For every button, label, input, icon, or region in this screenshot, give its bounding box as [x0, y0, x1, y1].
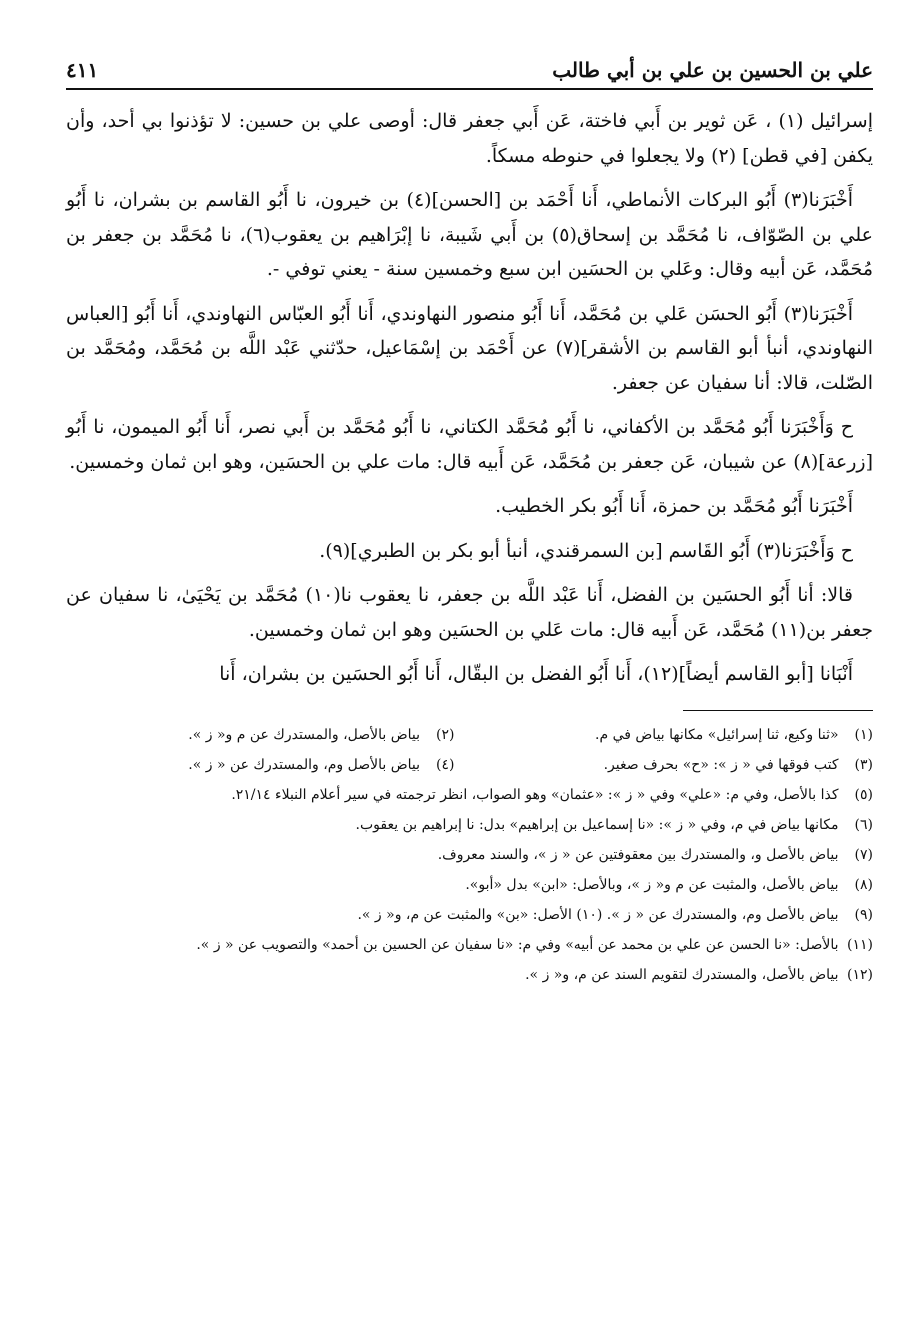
page-header [66, 58, 873, 90]
footnote-number: (١١) [847, 936, 873, 953]
paragraph: قالا: أنا أَبُو الحسَين بن الفضل، أَنا عَبْد اللَّه بن جعفر، نا يعقوب نا(١٠) مُحَمَّد بن يَحْيَىٰ، نا سفيان عن جعفر بن(١١) مُحَمَّد، عَن أَبيه قال: مات عَلي بن الحسَين وهو ابن ثمان وخمسين. [66, 584, 873, 641]
footnote-number: (٨) [854, 876, 873, 893]
footnote [66, 843, 873, 868]
footnote [66, 873, 873, 898]
footnote [485, 753, 874, 778]
paragraph: أَخْبَرَنا أَبُو مُحَمَّد بن حمزة، أَنا أَبُو بكر الخطيب. [495, 495, 853, 517]
footnote-text: بياض بالأصل وم، والمستدرك عن « ز ». (١٠) الأصل: «بن» والمثبت عن م، و« ز ». [357, 906, 839, 923]
footnote-text: بياض بالأصل، والمثبت عن م و« ز »، وبالأصل: «ابن» بدل «أبو». [465, 876, 839, 893]
footnote-text: مكانها بياض في م، وفي « ز »: «نا إسماعيل بن إبراهيم» بدل: نا إبراهيم بن يعقوب. [355, 816, 839, 833]
footnote-number: (١٢) [847, 966, 873, 983]
paragraph: أَنْبَانا [أبو القاسم أيضاً](١٢)، أَنا أَبُو الفضل بن البقّال، أَنا أَبُو الحسَين بن بشران، أَنا [219, 663, 853, 685]
footnote-number: (٢) [436, 726, 455, 743]
paragraph: أَخْبَرَنا(٣) أَبُو الحسَن عَلي بن مُحَمَّد، أَنا أَبُو منصور النهاوندي، أَنا أَبُو العبّاس النهاوندي، أَنا أَبُو [العباس النهاوندي، أنبأ أبو القاسم بن الأشقر](٧) عن أَحْمَد بن إسْمَاعيل، حدّثني عَبْد اللَّه بن مُحَمَّد، ومُحَمَّد بن الصّلت، قالا: أنا سفيان عن جعفر. [66, 302, 873, 394]
footnote [66, 813, 873, 838]
footnote [66, 903, 873, 928]
paragraph: ح وَأَخْبَرَنا أَبُو مُحَمَّد بن الأكفاني، نا أَبُو مُحَمَّد الكتاني، نا أَبُو مُحَمَّد بن أَبي نصر، أَنا أَبُو الميمون، نا أَبُو [زرعة](٨) عن شيبان، عَن جعفر بن مُحَمَّد، عَن أَبيه قال: مات علي بن الحسَين، وهو ابن ثمان وخمسين. [66, 416, 873, 473]
running-title: علي بن الحسين بن علي بن أبي طالب [552, 58, 873, 82]
footnote-number: (١) [854, 726, 873, 743]
footnote-number: (٤) [436, 756, 455, 773]
footnote-separator [683, 710, 873, 711]
footnote-text: بالأصل: «نا الحسن عن علي بن محمد عن أبيه» وفي م: «نا سفيان عن الحسين بن أحمد» والتصويب عن « ز ». [196, 936, 839, 953]
footnote-number: (٩) [854, 906, 873, 923]
footnote [66, 783, 873, 808]
footnotes [66, 723, 873, 988]
footnote-text: بياض بالأصل، والمستدرك عن م و« ز ». [188, 726, 421, 743]
footnote-text: بياض بالأصل، والمستدرك لتقويم السند عن م، و« ز ». [525, 966, 839, 983]
paragraph: إسرائيل (١) ، عَن ثوير بن أَبي فاختة، عَن أَبي جعفر قال: أوصى علي بن حسين: لا تؤذنوا بي أحد، وأن يكفن [في قطن] (٢) ولا يجعلوا في حنوطه مسكاً. [66, 110, 873, 167]
paragraph: أَخْبَرَنا(٣) أَبُو البركات الأنماطي، أَنا أَحْمَد بن [الحسن](٤) بن خيرون، نا أَبُو القاسم بن بشران، نا أَبُو علي بن الصّوّاف، نا مُحَمَّد بن إسحاق(٥) بن أَبي شَيبة، نا إبْرَاهيم بن يعقوب(٦)، نا مُحَمَّد بن جعفر بن مُحَمَّد، عَن أبيه وقال: وعَلي بن الحسَين ابن سبع وخمسين سنة - يعني توفي -. [66, 189, 873, 280]
footnote [66, 753, 455, 778]
footnote-row [66, 723, 873, 753]
footnote-text: «ثنا وكيع، ثنا إسرائيل» مكانها بياض في م. [595, 726, 839, 743]
page-number: ٤١١ [66, 58, 99, 82]
footnote-number: (٣) [854, 756, 873, 773]
paragraph: ح وَأَخْبَرَنا(٣) أَبُو القَاسم [بن السمرقندي، أنبأ أبو بكر بن الطبري](٩). [319, 539, 853, 562]
footnote [485, 723, 874, 748]
footnote-number: (٥) [854, 786, 873, 803]
footnote-number: (٧) [854, 846, 873, 863]
footnote-number: (٦) [854, 816, 873, 833]
footnote-row [66, 753, 873, 783]
footnote-text: بياض بالأصل وم، والمستدرك عن « ز ». [188, 756, 421, 773]
footnote [66, 723, 455, 748]
footnote [66, 933, 873, 958]
main-text [66, 104, 873, 692]
footnote-text: كذا بالأصل، وفي م: «علي» وفي « ز »: «عثمان» وهو الصواب، انظر ترجمته في سير أعلام النبلاء ٢١/١٤. [231, 786, 839, 803]
footnote-text: بياض بالأصل و، والمستدرك بين معقوفتين عن « ز »، والسند معروف. [437, 846, 839, 863]
footnote [66, 963, 873, 988]
footnote-text: كتب فوقها في « ز »: «ح» بحرف صغير. [603, 756, 839, 773]
